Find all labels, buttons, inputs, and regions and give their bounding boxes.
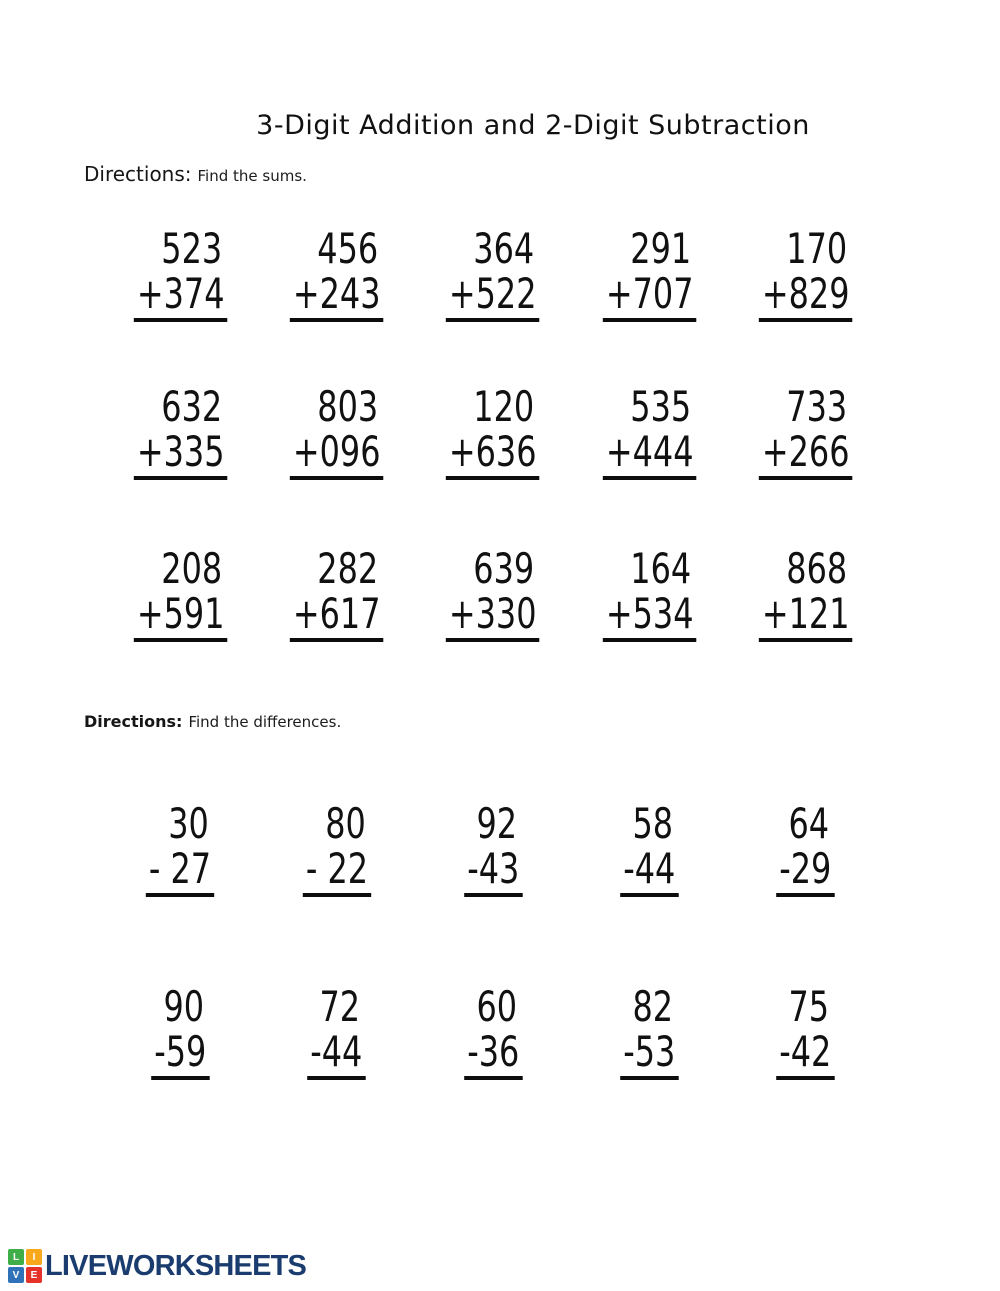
operand-bottom: - 27 — [146, 848, 214, 897]
subtraction-problem — [777, 982, 835, 1080]
addition-row-3 — [102, 544, 884, 642]
operand-bottom: -36 — [464, 1031, 522, 1080]
operand-bottom: -53 — [620, 1031, 678, 1080]
subtraction-problem — [302, 799, 370, 897]
subtraction-row-2 — [102, 982, 884, 1080]
operand-top: 75 — [788, 982, 830, 1031]
operand-bottom: +374 — [133, 273, 227, 322]
operand-bottom: +096 — [290, 431, 384, 480]
liveworksheets-logo[interactable] — [8, 1249, 306, 1283]
logo-tile-v: V — [8, 1267, 24, 1283]
operand-top: 60 — [476, 982, 517, 1031]
operand-top: 733 — [786, 382, 848, 431]
subtraction-problem — [777, 799, 835, 897]
addition-problem — [446, 544, 540, 642]
operand-top: 291 — [630, 224, 691, 273]
operand-top: 803 — [317, 382, 379, 431]
operand-top: 90 — [163, 982, 204, 1031]
addition-problem — [603, 224, 697, 322]
addition-problem — [290, 224, 384, 322]
operand-top: 164 — [630, 544, 691, 593]
page-title: 3-Digit Addition and 2-Digit Subtraction — [256, 110, 810, 141]
operand-top: 632 — [160, 382, 222, 431]
directions-text: Find the differences. — [188, 713, 342, 731]
directions-differences — [84, 712, 341, 731]
addition-problem — [290, 382, 384, 480]
subtraction-problem — [151, 982, 209, 1080]
operand-bottom: +636 — [446, 431, 540, 480]
addition-problem — [290, 544, 384, 642]
operand-top: 170 — [786, 224, 848, 273]
directions-label: Directions: — [84, 162, 192, 186]
operand-top: 58 — [632, 799, 674, 848]
operand-top: 82 — [632, 982, 674, 1031]
operand-bottom: -29 — [777, 848, 835, 897]
addition-problem — [759, 382, 853, 480]
operand-top: 456 — [317, 224, 379, 273]
operand-bottom: -44 — [620, 848, 678, 897]
operand-bottom: +707 — [603, 273, 697, 322]
operand-bottom: +243 — [290, 273, 384, 322]
operand-top: 80 — [324, 799, 366, 848]
addition-problem — [446, 382, 540, 480]
operand-top: 282 — [317, 544, 379, 593]
operand-bottom: - 22 — [302, 848, 370, 897]
logo-tile-l: L — [8, 1249, 24, 1265]
operand-bottom: -42 — [777, 1031, 835, 1080]
operand-bottom: +121 — [759, 593, 853, 642]
operand-top: 523 — [160, 224, 222, 273]
operand-top: 72 — [319, 982, 361, 1031]
addition-problem — [603, 544, 697, 642]
operand-bottom: -59 — [151, 1031, 209, 1080]
operand-bottom: +330 — [446, 593, 540, 642]
operand-bottom: +444 — [603, 431, 697, 480]
operand-top: 639 — [473, 544, 535, 593]
subtraction-problem — [464, 799, 522, 897]
subtraction-row-1 — [102, 799, 884, 897]
liveworksheets-tiles-icon — [8, 1249, 42, 1283]
subtraction-problem — [464, 982, 522, 1080]
addition-problem — [446, 224, 540, 322]
addition-problem — [759, 544, 853, 642]
subtraction-problem — [307, 982, 365, 1080]
subtraction-problem — [620, 982, 678, 1080]
addition-problem — [133, 382, 227, 480]
operand-top: 64 — [788, 799, 830, 848]
addition-problem — [603, 382, 697, 480]
operand-bottom: +522 — [446, 273, 540, 322]
subtraction-problem — [146, 799, 214, 897]
operand-top: 92 — [476, 799, 517, 848]
directions-text: Find the sums. — [197, 167, 307, 185]
subtraction-problem — [620, 799, 678, 897]
directions-sums — [84, 162, 307, 186]
operand-bottom: +335 — [133, 431, 227, 480]
operand-bottom: +591 — [133, 593, 227, 642]
brand-wordmark: LIVEWORKSHEETS — [45, 1249, 307, 1282]
operand-top: 208 — [160, 544, 222, 593]
operand-top: 30 — [168, 799, 210, 848]
addition-problem — [133, 544, 227, 642]
operand-top: 535 — [630, 382, 691, 431]
addition-problem — [759, 224, 853, 322]
operand-top: 364 — [473, 224, 535, 273]
operand-top: 868 — [786, 544, 848, 593]
addition-row-1 — [102, 224, 884, 322]
operand-bottom: +534 — [603, 593, 697, 642]
operand-bottom: +829 — [759, 273, 853, 322]
operand-bottom: +617 — [290, 593, 384, 642]
operand-bottom: +266 — [759, 431, 853, 480]
operand-bottom: -44 — [307, 1031, 365, 1080]
logo-tile-i: I — [26, 1249, 42, 1265]
operand-bottom: -43 — [464, 848, 522, 897]
operand-top: 120 — [473, 382, 535, 431]
addition-row-2 — [102, 382, 884, 480]
logo-tile-e: E — [26, 1267, 42, 1283]
directions-label: Directions: — [84, 712, 183, 731]
addition-problem — [133, 224, 227, 322]
